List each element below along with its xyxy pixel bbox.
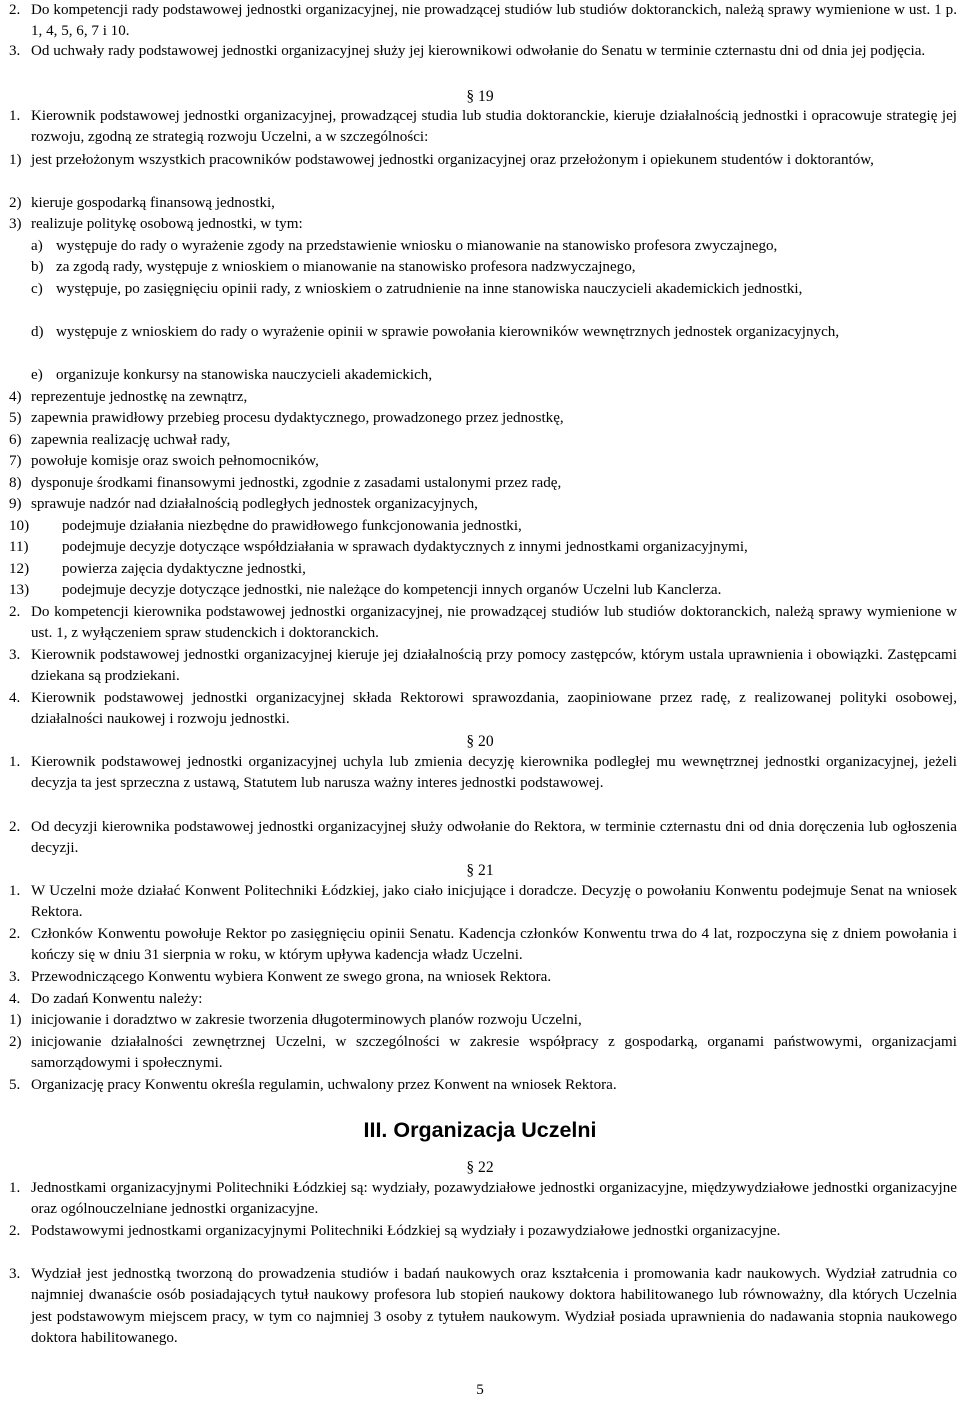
item-text: dysponuje środkami finansowymi jednostki, zgodnie z zasadami ustalonymi przez radę, [31,475,562,491]
item-text: reprezentuje jednostkę na zewnątrz, [31,389,248,405]
item-text: Od decyzji kierownika podstawowej jednostki organizacyjnej służy odwołanie do Rektora, w terminie czternastu dni od dnia doręczenia lub ogłoszenia decyzji. [31,819,957,857]
item-number: 7) [9,453,22,469]
item-text: Przewodniczącego Konwentu wybiera Konwent ze swego grona, na wniosek Rektora. [31,969,552,985]
item-text: za zgodą rady, występuje z wnioskiem o mianowanie na stanowisko profesora nadzwyczajnego, [56,259,636,275]
item-number: 8) [9,475,22,491]
item-text: Do kompetencji rady podstawowej jednostki organizacyjnej, nie prowadzącej studiów lub studiów doktoranckich, należą sprawy wymienione w ust. 1 p. 1, 4, 5, 6, 7 i 10. [31,2,957,40]
item-text: organizuje konkursy na stanowiska nauczycieli akademickich, [56,367,433,383]
item-number: 5. [9,1077,21,1093]
item-number: 1. [9,1180,21,1196]
item-number: 3. [9,647,21,663]
paragraph-heading-22: § 22 [466,1159,494,1176]
paragraph-heading-21: § 21 [466,862,494,879]
item-text: inicjowanie i doradztwo w zakresie tworzenia długoterminowych planów rozwoju Uczelni, [31,1012,582,1028]
item-number: 2) [9,195,22,211]
item-text: sprawuje nadzór nad działalnością podległych jednostek organizacyjnych, [31,496,478,512]
item-text: W Uczelni może działać Konwent Politechniki Łódzkiej, jako ciało inicjujące i doradcze. Decyzję o powołaniu Konwentu podejmuje Senat na wniosek Rektora. [31,883,957,921]
item-text: Organizację pracy Konwentu określa regulamin, uchwalony przez Konwent na wniosek Rektora. [31,1077,617,1093]
item-number: 1. [9,754,21,770]
item-text: zapewnia prawidłowy przebieg procesu dydaktycznego, prowadzonego przez jednostkę, [31,410,564,426]
item-text: Do zadań Konwentu należy: [31,991,203,1007]
item-number: 3) [9,216,22,232]
item-text: podejmuje działania niezbędne do prawidłowego funkcjonowania jednostki, [62,518,522,534]
item-number: 4. [9,690,21,706]
item-text: Kierownik podstawowej jednostki organizacyjnej uchyla lub zmienia decyzję kierownika podległej mu wewnętrznej jednostki organizacyjnej, jeżeli decyzja ta jest sprzeczna z ustawą, Statutem lub narusza ważny interes jednostki podstawowej. [31,754,957,792]
item-number: 1) [9,1012,22,1028]
item-number: 3. [9,43,21,59]
item-text: Kierownik podstawowej jednostki organizacyjnej, prowadzącej studia lub studia doktoranckie, kieruje działalnością jednostki i opracowuje strategię jej rozwoju, zgodną ze strategią rozwoju Uczelni, a w szczególności: [31,108,957,146]
item-number: 5) [9,410,22,426]
item-number: 4) [9,389,22,405]
item-text: Kierownik podstawowej jednostki organizacyjnej kieruje jej działalnością przy pomocy zastępców, którym ustala uprawnienia i obowiązki. Zastępcami dziekana są prodziekani. [31,647,957,685]
item-number: 2. [9,2,21,18]
item-number: 2) [9,1034,22,1050]
item-text: występuje do rady o wyrażenie zgody na przedstawienie wniosku o mianowanie na stanowisko profesora zwyczajnego, [56,238,778,254]
item-text: inicjowanie działalności zewnętrznej Uczelni, w szczególności w zakresie współpracy z gospodarką, organami państwowymi, organizacjami samorządowymi i społecznymi. [31,1034,957,1072]
section-heading: III. Organizacja Uczelni [363,1118,597,1142]
item-number: 12) [9,561,30,577]
item-number: c) [31,281,43,297]
item-number: 2. [9,1223,21,1239]
item-text: podejmuje decyzje dotyczące jednostki, nie należące do kompetencji innych organów Uczelni lub Kanclerza. [62,582,722,598]
item-number: 3. [9,1266,21,1282]
item-number: e) [31,367,43,383]
item-number: 1. [9,108,21,124]
paragraph-heading-20: § 20 [466,733,494,750]
item-text: Członków Konwentu powołuje Rektor po zasięgnięciu opinii Senatu. Kadencja członków Konwentu trwa do 4 lat, rozpoczyna się z dniem powołania i kończy się w dniu 31 sierpnia w roku, w którym upływa kadencja władz Uczelni. [31,926,957,964]
item-text: Podstawowymi jednostkami organizacyjnymi Politechniki Łódzkiej są wydziały i pozawydziałowe jednostki organizacyjne. [31,1223,781,1239]
item-text: Do kompetencji kierownika podstawowej jednostki organizacyjnej, nie prowadzącej studiów lub studiów doktoranckich, należą sprawy wymienione w ust. 1, z wyłączeniem spraw studenckich i doktoranckich. [31,604,957,642]
item-number: 4. [9,991,21,1007]
item-number: 1) [9,152,22,168]
item-number: 11) [9,539,29,555]
item-text: zapewnia realizację uchwał rady, [31,432,231,448]
item-number: 6) [9,432,22,448]
list-item [0,0,960,43]
item-number: a) [31,238,43,254]
item-number: b) [31,259,44,275]
item-number: 3. [9,969,21,985]
item-number: d) [31,324,44,340]
item-text: jest przełożonym wszystkich pracowników podstawowej jednostki organizacyjnej oraz przełożonym i opiekunem studentów i doktorantów, [31,152,874,168]
item-text: występuje z wnioskiem do rady o wyrażenie opinii w sprawie powołania kierowników wewnętrznych jednostek organizacyjnych, [56,324,840,340]
item-number: 2. [9,604,21,620]
item-text: Jednostkami organizacyjnymi Politechniki Łódzkiej są: wydziały, pozawydziałowe jednostki organizacyjne, międzywydziałowe jednostki organizacyjne oraz ogólnouczelniane jednostki organizacyjne. [31,1180,957,1218]
item-number: 13) [9,582,30,598]
item-text: podejmuje decyzje dotyczące współdziałania w sprawach dydaktycznych z innymi jednostkami organizacyjnymi, [62,539,748,555]
list-item [0,41,960,84]
item-text: realizuje politykę osobową jednostki, w tym: [31,216,303,232]
item-text: Kierownik podstawowej jednostki organizacyjnej składa Rektorowi sprawozdania, zaopiniowane przez radę, z realizowanej polityki osobowej, działalności naukowej i rozwoju jednostki. [31,690,957,728]
item-text: kieruje gospodarką finansową jednostki, [31,195,275,211]
item-number: 9) [9,496,22,512]
item-number: 1. [9,883,21,899]
item-text: Od uchwały rady podstawowej jednostki organizacyjnej służy jej kierownikowi odwołanie do Senatu w terminie czternastu dni od dnia jej podjęcia. [31,43,926,59]
item-text: występuje, po zasięgnięciu opinii rady, z wnioskiem o zatrudnienie na inne stanowiska nauczycieli akademickich jednostki, [56,281,803,297]
paragraph-heading-19: § 19 [466,88,494,105]
item-text: powierza zajęcia dydaktyczne jednostki, [62,561,306,577]
item-text: Wydział jest jednostką tworzoną do prowadzenia studiów i badań naukowych oraz kształcenia i promowania kadr naukowych. Wydział zatrudnia co najmniej dwanaście osób posiadających tytuł naukowy profesora lub stopień naukowy doktora habilitowanego lub równoważny, dla których Uczelnia jest podstawowym miejscem pracy, w tym co najmniej 3 osoby z tytułem naukowym. Wydział posiada uprawnienia do nadawania stopnia naukowego doktora habilitowanego. [31,1266,957,1347]
page-number: 5 [476,1382,484,1398]
item-text: powołuje komisje oraz swoich pełnomocników, [31,453,319,469]
item-number: 2. [9,926,21,942]
item-number: 10) [9,518,30,534]
item-number: 2. [9,819,21,835]
